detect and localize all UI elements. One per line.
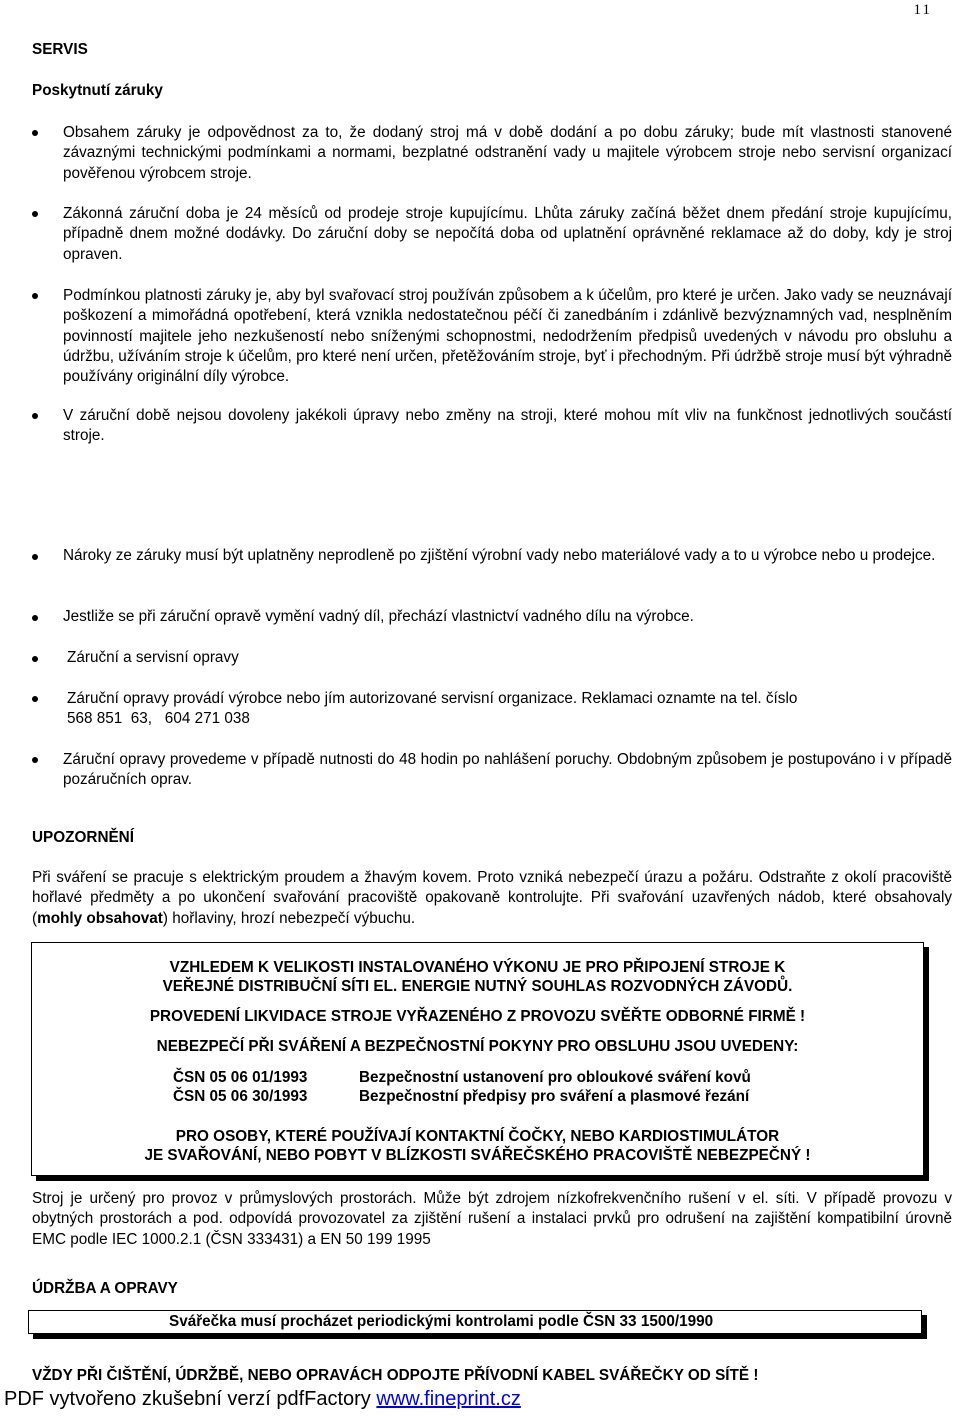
bullet-text: V záruční době nejsou dovoleny jakékoli úpravy nebo změny na stroji, které mohou mít vliv na funkčnost jednotlivých součástí stroje. xyxy=(63,407,952,445)
warning-title: UPOZORNĚNÍ xyxy=(32,829,134,846)
bullet-dot xyxy=(32,696,38,702)
phone-numbers: 568 851 63, 604 271 038 xyxy=(67,710,250,727)
norm-code: ČSN 05 06 30/1993 xyxy=(173,1088,308,1105)
bullet-text: Záruční opravy provádí výrobce nebo jím autorizované servisní organizace. Reklamaci oznamte na tel. číslo xyxy=(67,690,798,707)
notice-line: PROVEDENÍ LIKVIDACE STROJE VYŘAZENÉHO Z PROVOZU SVĚŘTE ODBORNÉ FIRMĚ ! xyxy=(149,1008,806,1025)
page-number: 11 xyxy=(913,2,932,18)
bullet-text: Zákonná záruční doba je 24 měsíců od prodeje stroje kupujícímu. Lhůta záruky začíná běžet dnem předání stroje kupujícímu, případně dnem možné dodávky. Do záruční doby se nepočítá doba od uplatnění oprávněné reklamace až do doby, kdy je stroj opraven. xyxy=(63,205,952,263)
bullet-text: Obsahem záruky je odpovědnost za to, že dodaný stroj má v době dodání a po dobu záruky; bude mít vlastnosti stanovené závaznými technickými podmínkami a normami, bezplatné odstranění vady u majitele výrobcem stroje nebo servisní organizací pověřenou výrobcem stroje. xyxy=(63,124,952,182)
notice-line: VEŘEJNÉ DISTRIBUČNÍ SÍTI EL. ENERGIE NUTNÝ SOUHLAS ROZVODNÝCH ZÁVODŮ. xyxy=(162,978,793,995)
subtitle: Poskytnutí záruky xyxy=(32,82,163,99)
bullet-dot xyxy=(32,130,38,136)
norm-code: ČSN 05 06 01/1993 xyxy=(173,1069,308,1086)
bullet-dot xyxy=(32,211,38,217)
section-title: SERVIS xyxy=(32,41,88,58)
emc-text: Stroj je určený pro provoz v průmyslových prostorách. Může být zdrojem nízkofrekvenčního rušení v el. síti. V případě provozu v obytných prostorách a pod. odpovídá provozovatel za zjištění rušení a instalaci prvků pro odrušení na zajištění kompatibilní úrovně EMC podle IEC 1000.2.1 (ČSN 333431) a EN 50 199 1995 xyxy=(32,1190,952,1248)
fineprint-link[interactable]: www.fineprint.cz xyxy=(376,1388,521,1410)
norm-description: Bezpečnostní ustanovení pro obloukové sváření kovů xyxy=(359,1069,751,1086)
norm-description: Bezpečnostní předpisy pro sváření a plasmové řezání xyxy=(359,1088,750,1105)
bullet-text: Záruční opravy provedeme v případě nutnosti do 48 hodin po nahlášení poruchy. Obdobným způsobem je postupováno i v případě pozáručních oprav. xyxy=(63,751,952,789)
notice-line: NEBEZPEČÍ PŘI SVÁŘENÍ A BEZPEČNOSTNÍ POKYNY PRO OBSLUHU JSOU UVEDENY: xyxy=(156,1038,799,1055)
inspection-box xyxy=(28,1310,922,1334)
bullet-dot xyxy=(32,615,38,621)
footer-text: PDF vytvořeno zkušební verzí pdfFactory xyxy=(4,1388,377,1410)
bullet-text: Jestliže se při záruční opravě vymění vadný díl, přechází vlastnictví vadného dílu na výrobce. xyxy=(63,608,694,625)
warning-text: Při sváření se pracuje s elektrickým proudem a žhavým kovem. Proto vzniká nebezpečí úrazu a požáru. Odstraňte z okolí pracoviště hořlavé předměty a po ukončení svařování pracoviště opakovaně kontrolujte. Při svařování uzavřených nádob, které obsahovaly (mohly obsahovat) hořlaviny, hrozí nebezpečí výbuchu. xyxy=(32,869,952,927)
bullet-text: Podmínkou platnosti záruky je, aby byl svařovací stroj používán způsobem a k účelům, pro které je určen. Jako vady se neuznávají poškození a mimořádná opotřebení, která vznikla nedostatečnou péčí či zanedbáním i zdánlivě bezvýznamných vad, nesplněním povinností majitele jeho nezkušeností nebo sníženými schopnostmi, nedodržením předpisů uvedených v návodu pro obsluhu a údržbu, užíváním stroje k účelům, pro které není určen, přetěžováním stroje, byť i přechodným. Při údržbě stroje musí být výhradně používány originální díly výrobce. xyxy=(63,287,952,386)
maintenance-title: ÚDRŽBA A OPRAVY xyxy=(32,1280,178,1297)
bullet-dot xyxy=(32,413,38,419)
notice-line: PRO OSOBY, KTERÉ POUŽÍVAJÍ KONTAKTNÍ ČOČKY, NEBO KARDIOSTIMULÁTOR xyxy=(175,1128,780,1145)
pdf-footer xyxy=(4,1387,521,1411)
disconnect-warning: VŽDY PŘI ČIŠTĚNÍ, ÚDRŽBĚ, NEBO OPRAVÁCH ODPOJTE PŘÍVODNÍ KABEL SVÁŘEČKY OD SÍTĚ ! xyxy=(32,1367,759,1384)
bullet-dot xyxy=(32,293,38,299)
notice-line: VZHLEDEM K VELIKOSTI INSTALOVANÉHO VÝKONU JE PRO PŘIPOJENÍ STROJE K xyxy=(169,959,786,976)
safety-notice-box xyxy=(31,942,924,1176)
notice-line: JE SVAŘOVÁNÍ, NEBO POBYT V BLÍZKOSTI SVÁŘEČSKÉHO PRACOVIŠTĚ NEBEZPEČNÝ ! xyxy=(144,1147,811,1164)
bullet-text: Nároky ze záruky musí být uplatněny neprodleně po zjištění výrobní vady nebo materiálové vady a to u výrobce nebo u prodejce. xyxy=(63,547,936,564)
bullet-dot xyxy=(32,554,38,560)
bullet-text: Záruční a servisní opravy xyxy=(67,649,239,666)
inspection-text: Svářečka musí procházet periodickými kontrolami podle ČSN 33 1500/1990 xyxy=(169,1313,714,1330)
bullet-dot xyxy=(32,656,38,662)
bullet-dot xyxy=(32,757,38,763)
